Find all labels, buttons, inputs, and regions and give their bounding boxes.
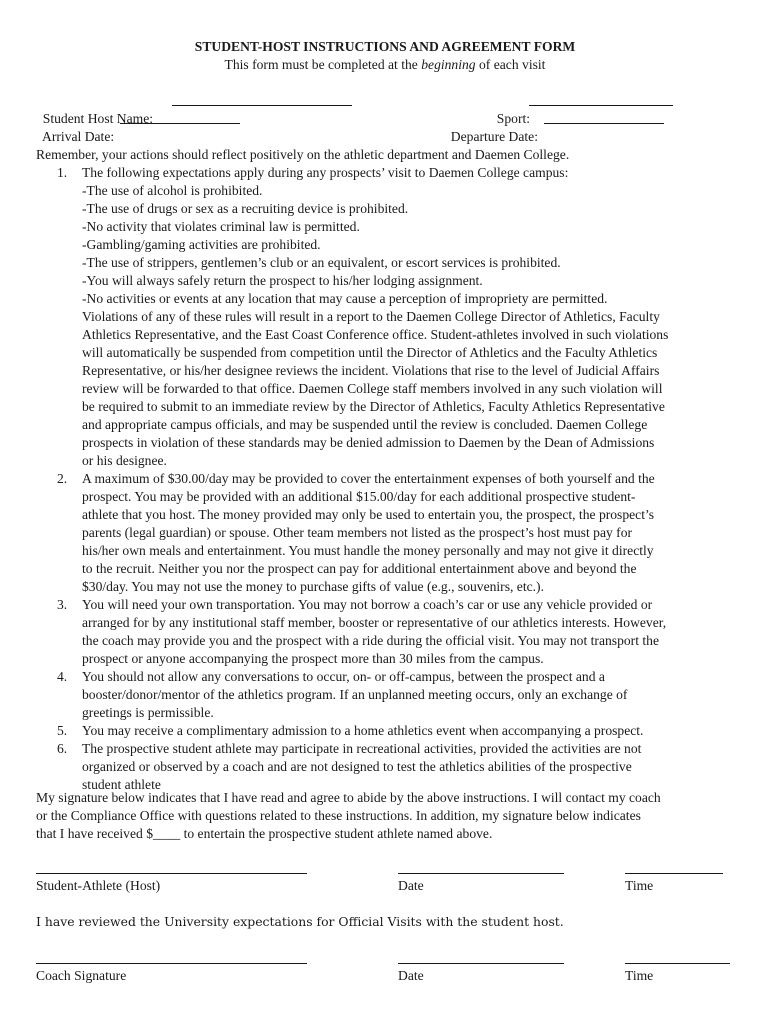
- agreement-line: or the Compliance Office with questions related to these instructions. In addition, my signature below indicates: [36, 808, 641, 823]
- rule-line: Violations of any of these rules will result in a report to the Daemen College Director of Athletics, Faculty: [82, 309, 660, 324]
- arrival-date-label: Arrival Date:: [42, 129, 115, 144]
- sport-label: Sport:: [496, 111, 531, 126]
- rule-line: You will need your own transportation. You may not borrow a coach’s car or use any vehicle provided or: [82, 597, 653, 612]
- rule-item: [57, 668, 770, 722]
- departure-date-field: [444, 110, 538, 146]
- rule-item: [57, 470, 770, 596]
- rule-line: Athletics Representative, and the East Coast Conference office. Student-athletes involved in such violations: [82, 327, 669, 342]
- arrival-date-blank[interactable]: [120, 110, 240, 124]
- rule-line: A maximum of $30.00/day may be provided to cover the entertainment expenses of both yourself and the: [82, 471, 655, 486]
- rule-line: prospect or anyone accompanying the prospect more than 30 miles from the campus.: [82, 651, 544, 666]
- rule-line: The following expectations apply during any prospects’ visit to Daemen College campus:: [82, 165, 569, 180]
- rule-line: or his designee.: [82, 453, 167, 468]
- rule-line: will automatically be suspended from competition until the Director of Athletics and the Faculty Athletics: [82, 345, 658, 360]
- rule-item: [57, 164, 770, 470]
- rule-line: You should not allow any conversations to occur, on- or off-campus, between the prospect and a: [82, 669, 605, 684]
- rule-line: prospects in violation of these standards may be denied admission to Daemen by the Dean of Admissions: [82, 435, 655, 450]
- host-signature-line[interactable]: [36, 873, 307, 874]
- rule-line: be required to submit to an immediate review by the Director of Athletics, Faculty Athletics Representative: [82, 399, 665, 414]
- rule-line: The prospective student athlete may participate in recreational activities, provided the activities are not: [82, 741, 642, 756]
- coach-date-line[interactable]: [398, 963, 564, 964]
- host-date-line[interactable]: [398, 873, 564, 874]
- rule-line: -The use of strippers, gentlemen’s club or an equivalent, or escort services is prohibited.: [82, 255, 561, 270]
- departure-date-label: Departure Date:: [450, 129, 538, 144]
- rule-line: -The use of drugs or sex as a recruiting device is prohibited.: [82, 201, 409, 216]
- host-time-line[interactable]: [625, 873, 723, 874]
- rule-line: -The use of alcohol is prohibited.: [82, 183, 263, 198]
- host-time-label: Time: [625, 878, 654, 893]
- host-date-label: Date: [398, 878, 424, 893]
- rule-item: [57, 740, 770, 794]
- rule-line: greetings is permissible.: [82, 705, 214, 720]
- arrival-date-field: [36, 110, 114, 146]
- agreement-line: that I have received $____ to entertain the prospective student athlete named above.: [36, 826, 493, 841]
- rule-number: 3.: [57, 597, 68, 612]
- coach-signature-label: Coach Signature: [36, 968, 127, 983]
- rule-line: athlete that you host. The money provided may only be used to entertain you, the prospect, the prospect’s: [82, 507, 655, 522]
- form-subtitle: [0, 56, 770, 74]
- rule-number: 4.: [57, 669, 68, 684]
- rule-line: and appropriate campus officials, and may be suspended until the review is concluded. Daemen College: [82, 417, 648, 432]
- subtitle-end: of each visit: [475, 57, 546, 72]
- coach-review-statement: I have reviewed the University expectations for Official Visits with the student host.: [36, 914, 564, 929]
- rule-line: the coach may provide you and the prospect with a ride during the official visit. You may not transport the: [82, 633, 659, 648]
- rules-list: [36, 164, 770, 794]
- agreement-statement: [36, 789, 748, 843]
- subtitle-emphasis: beginning: [421, 57, 476, 72]
- coach-date-label: Date: [398, 968, 424, 983]
- rule-line: organized or observed by a coach and are not designed to test the athletics abilities of the prospective: [82, 759, 632, 774]
- rule-item: [57, 722, 770, 740]
- rule-line: booster/donor/mentor of the athletics program. If an unplanned meeting occurs, only an exchange of: [82, 687, 628, 702]
- rule-line: $30/day. You may not use the money to purchase gifts of value (e.g., souvenirs, etc.).: [82, 579, 544, 594]
- rule-line: You may receive a complimentary admission to a home athletics event when accompanying a prospect.: [82, 723, 644, 738]
- form-title: STUDENT-HOST INSTRUCTIONS AND AGREEMENT FORM: [194, 39, 576, 54]
- rule-line: Representative, or his/her designee reviews the incident. Violations that rise to the level of Judicial Affairs: [82, 363, 660, 378]
- host-name-blank[interactable]: [172, 92, 352, 106]
- rule-number: 5.: [57, 723, 68, 738]
- rule-line: -No activity that violates criminal law is permitted.: [82, 219, 360, 234]
- rule-number: 1.: [57, 165, 68, 180]
- rule-line: -You will always safely return the prospect to his/her lodging assignment.: [82, 273, 483, 288]
- subtitle-start: This form must be completed at the: [224, 57, 422, 72]
- rule-line: his/her own meals and entertainment. You must handle the money personally and may not give it directly: [82, 543, 654, 558]
- sport-blank[interactable]: [529, 92, 673, 106]
- rule-number: 6.: [57, 741, 68, 756]
- coach-signature-line[interactable]: [36, 963, 307, 964]
- intro-text: Remember, your actions should reflect positively on the athletic department and Daemen College.: [36, 147, 570, 162]
- rule-line: parents (legal guardian) or spouse. Other team members not listed as the prospect’s host must pay for: [82, 525, 633, 540]
- rule-line: student athlete: [82, 777, 161, 792]
- rule-item: [57, 596, 770, 668]
- coach-time-line[interactable]: [625, 963, 730, 964]
- host-name-label: Student Host Name:: [42, 111, 154, 126]
- rule-number: 2.: [57, 471, 68, 486]
- rule-line: prospect. You may be provided with an additional $15.00/day for each additional prospective student-: [82, 489, 636, 504]
- rule-line: arranged for by any institutional staff member, booster or representative of our athletics interests. However,: [82, 615, 667, 630]
- rule-line: review will be forwarded to that office. Daemen College staff members involved in any such violation will: [82, 381, 663, 396]
- departure-date-blank[interactable]: [544, 110, 664, 124]
- agreement-line: My signature below indicates that I have read and agree to abide by the above instructions. I will contact my coach: [36, 790, 661, 805]
- rule-line: -No activities or events at any location that may cause a perception of impropriety are permitted.: [82, 291, 608, 306]
- coach-time-label: Time: [625, 968, 654, 983]
- rule-line: to the recruit. Neither you nor the prospect can pay for additional entertainment above and beyond the: [82, 561, 637, 576]
- rule-line: -Gambling/gaming activities are prohibited.: [82, 237, 321, 252]
- host-signature-label: Student-Athlete (Host): [36, 878, 161, 893]
